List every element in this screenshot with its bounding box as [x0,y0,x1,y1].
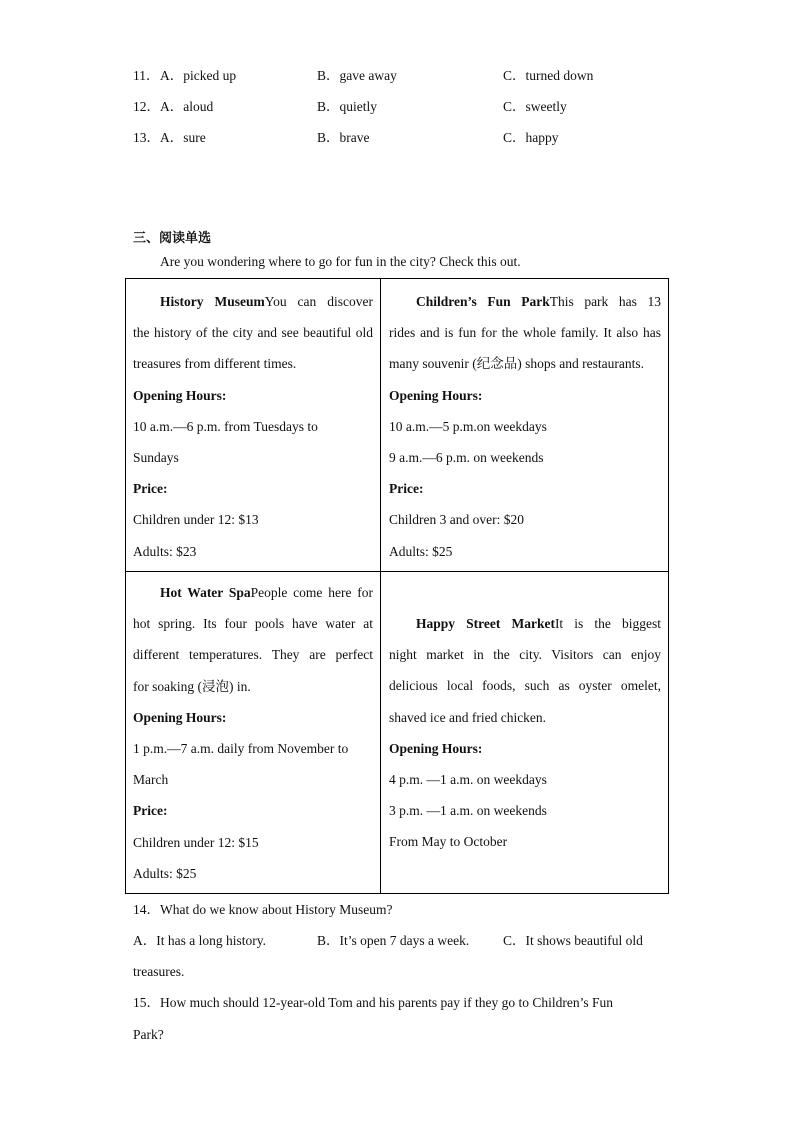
option-c: C．It shows beautiful old [503,933,643,948]
desc-line: Hot Water SpaPeople come here for [160,585,373,600]
table-divider-vertical [380,279,381,893]
place-name: History Museum [160,294,265,309]
hours-line: From May to October [389,834,508,850]
desc-line: for soaking (浸泡) in. [133,678,251,694]
question-14-option-c-continued: treasures. [133,964,185,979]
question-number: 11． [133,68,160,83]
places-table [125,278,669,894]
option-c: C．turned down [503,68,594,83]
desc-line: the history of the city and see beautiful old [133,325,373,341]
hours-line: 4 p.m. —1 a.m. on weekdays [389,771,547,787]
hours-label: Opening Hours: [389,740,483,756]
desc-line: Children’s Fun ParkThis park has 13 [416,294,661,309]
hours-line: 3 p.m. —1 a.m. on weekends [389,803,547,819]
desc-line: night market in the city. Visitors can enjoy [389,647,661,663]
place-name: Happy Street Market [416,616,555,631]
price-label: Price: [133,803,168,819]
price-label: Price: [389,481,424,497]
question-15-stem-continued: Park? [133,1027,164,1042]
price-line: Children under 12: $13 [133,512,259,528]
option-a: A．picked up [160,68,237,83]
desc-line: History MuseumYou can discover [160,294,373,309]
option-b: B．gave away [317,68,397,83]
option-c: C．happy [503,130,559,145]
option-b: B．It’s open 7 days a week. [317,933,470,948]
hours-line: 1 p.m.—7 a.m. daily from November to [133,740,349,756]
hours-label: Opening Hours: [133,709,227,725]
question-number: 13． [133,130,160,145]
hours-label: Opening Hours: [133,387,227,403]
hours-line: 9 a.m.—6 p.m. on weekends [389,449,544,465]
cell-childrens-fun-park [389,286,661,567]
desc-line: rides and is fun for the whole family. It also has [389,325,661,341]
question-12 [133,97,693,117]
hours-label: Opening Hours: [389,387,483,403]
price-line: Children 3 and over: $20 [389,512,524,528]
hours-line: 10 a.m.—5 p.m.on weekdays [389,418,547,434]
price-label: Price: [133,481,168,497]
desc-line: different temperatures. They are perfect [133,647,373,663]
place-name: Hot Water Spa [160,585,251,600]
section-title: 三、阅读单选 [133,231,212,246]
question-13 [133,128,693,148]
option-b: B．brave [317,130,370,145]
desc-line: shaved ice and fried chicken. [389,709,547,725]
cell-hot-water-spa [133,577,373,889]
price-line: Adults: $25 [389,543,453,559]
section-intro: Are you wondering where to go for fun in the city? Check this out. [160,254,521,269]
place-name: Children’s Fun Park [416,294,550,309]
question-number: 12． [133,99,160,114]
cell-happy-street-market [389,608,661,858]
hours-line: March [133,772,169,788]
hours-line: 10 a.m.—6 p.m. from Tuesdays to [133,418,318,434]
desc-line: treasures from different times. [133,356,297,372]
question-11 [133,66,693,86]
option-b: B．quietly [317,99,377,114]
table-divider-horizontal [126,571,668,572]
desc-line: many souvenir (纪念品) shops and restaurants. [389,356,644,372]
desc-line: delicious local foods, such as oyster omelet, [389,678,661,694]
desc-line: Happy Street MarketIt is the biggest [416,616,661,631]
option-a: A．aloud [160,99,214,114]
option-a: A．sure [160,130,206,145]
question-15-stem: 15．How much should 12-year-old Tom and his parents pay if they go to Children’s Fun [133,995,613,1010]
question-14-stem: 14．What do we know about History Museum? [133,902,393,917]
desc-line: hot spring. Its four pools have water at [133,616,373,632]
hours-line: Sundays [133,449,179,465]
option-c: C．sweetly [503,99,567,114]
price-line: Adults: $25 [133,865,197,881]
cell-history-museum [133,286,373,567]
price-line: Children under 12: $15 [133,834,259,850]
option-a: A．It has a long history. [133,933,266,948]
price-line: Adults: $23 [133,543,197,559]
